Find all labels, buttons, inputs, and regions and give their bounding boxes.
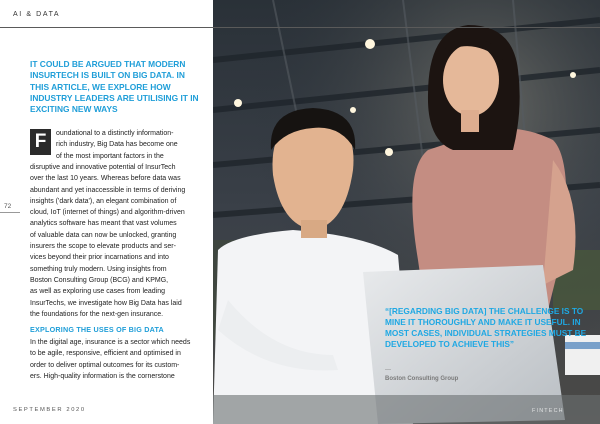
office-photo-illustration	[213, 0, 600, 424]
body-line: oundational to a distinctly information-	[56, 130, 174, 137]
dropcap: F	[30, 129, 51, 155]
body-line: as well as exploring use cases from leading	[30, 288, 166, 296]
body-line: ers. High-quality information is the cornerstone	[30, 372, 175, 380]
body-line: of valuable data can now be unlocked, granting	[30, 231, 177, 239]
section-label: AI & DATA	[13, 11, 61, 18]
body-line: InsurTechs, we investigate how Big Data has laid	[30, 299, 182, 307]
footer-date: SEPTEMBER 2020	[13, 407, 86, 413]
body-line: the foundations for the next-gen insurance.	[30, 310, 164, 318]
page-number-rule	[0, 212, 20, 213]
footer-brand: FINTECH	[532, 408, 564, 414]
body-line: something truly modern. Using insights from	[30, 265, 167, 273]
body-line: over the last 10 years. Whereas before data was	[30, 175, 181, 183]
body-line: rich industry, Big Data has become one	[56, 141, 178, 149]
body-line: abundant and yet inaccessible in terms of deriving	[30, 186, 186, 194]
body-line: vices beyond their prior incarnations and into	[30, 254, 169, 262]
pull-quote-dash: —	[385, 367, 391, 373]
pull-quote-source: Boston Consulting Group	[385, 376, 459, 382]
body-line: to be agile, responsive, efficient and optimised in	[30, 350, 181, 358]
body-line: disruptive and innovative potential of InsurTech	[30, 163, 176, 171]
body-line: cloud, IoT (internet of things) and algorithm-driven	[30, 209, 185, 217]
body-line: order to deliver optimal outcomes for its custom-	[30, 361, 180, 369]
article-headline: IT COULD BE ARGUED THAT MODERN INSURTECH IS BUILT ON BIG DATA. IN THIS ARTICLE, WE EXPLORE HOW INDUSTRY LEADERS ARE UTILISING IT IN EXCITING NEW WAYS	[30, 59, 199, 115]
body-line: insurers the scope to elevate products and ser-	[30, 243, 176, 250]
body-line: analytics software has meant that vast volumes	[30, 220, 177, 228]
body-line: of the most important factors in the	[56, 152, 164, 160]
section-subhead: EXPLORING THE USES OF BIG DATA	[30, 325, 164, 334]
pull-quote: “[REGARDING BIG DATA] THE CHALLENGE IS TO MINE IT THOROUGHLY AND MAKE IT USEFUL. IN MOST CASES, INDIVIDUAL STRATEGIES MUST BE DEVELOPED TO ACHIEVE THIS”	[385, 306, 587, 350]
article-photo	[213, 0, 600, 424]
body-line: Boston Consulting Group (BCG) and KPMG,	[30, 276, 169, 284]
header-divider	[0, 27, 600, 28]
page-number: 72	[4, 203, 12, 210]
body-line: In the digital age, insurance is a sector which needs	[30, 339, 191, 346]
body-line: insights ('dark data'), an elegant combination of	[30, 197, 177, 205]
